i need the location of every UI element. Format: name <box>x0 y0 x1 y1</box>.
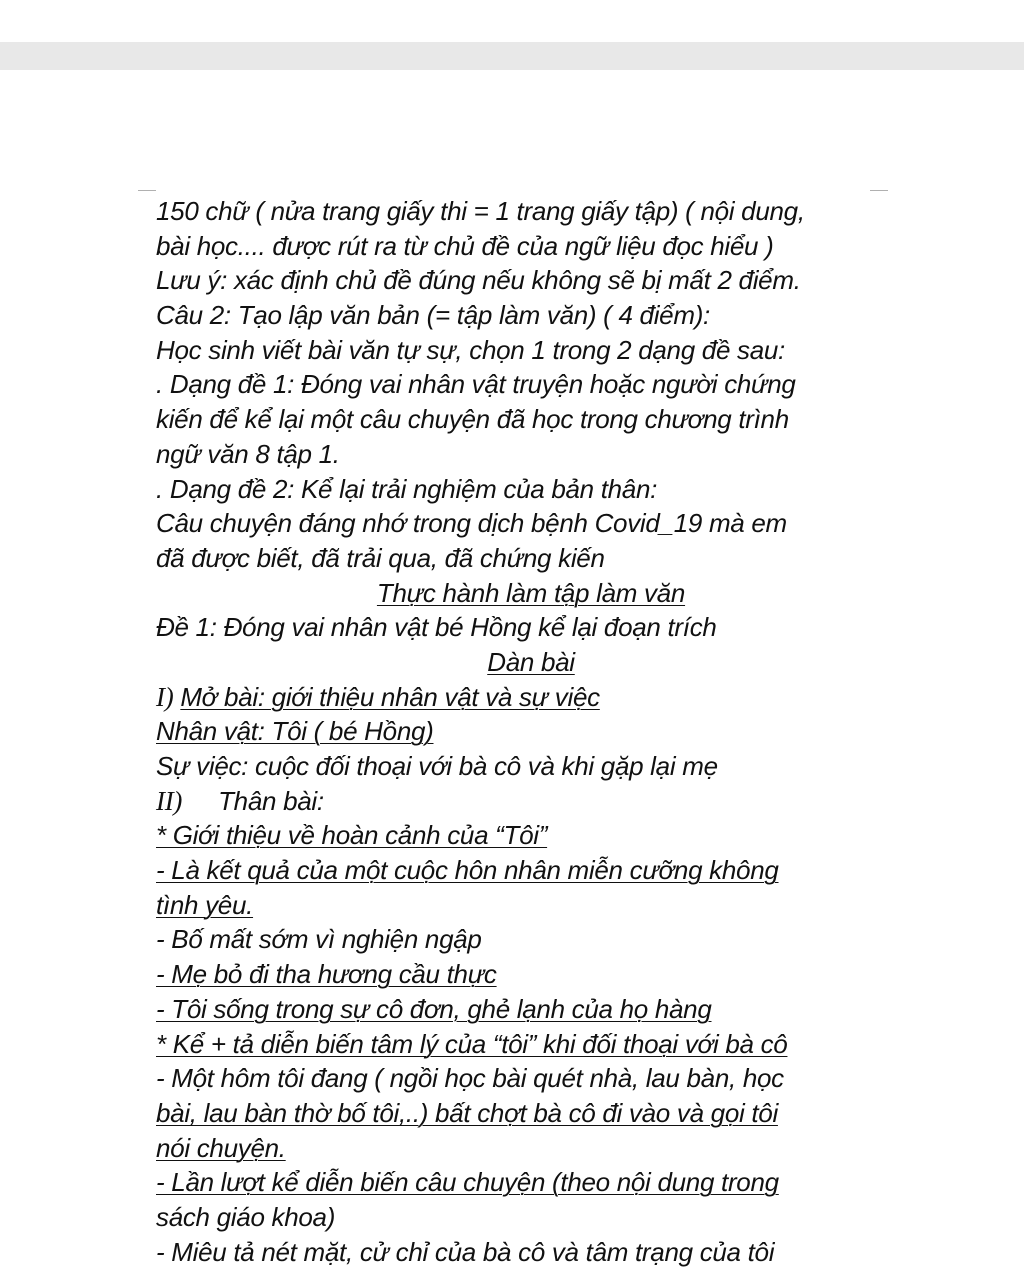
viewer-top-bar <box>0 42 1024 70</box>
outline-item-body <box>156 784 906 819</box>
text-line: Lưu ý: xác định chủ đề đúng nếu không sẽ bị mất 2 điểm. <box>156 265 801 296</box>
roman-numeral: I) <box>156 681 174 712</box>
outline-heading-text: Dàn bài <box>487 646 575 677</box>
text-line: bài, lau bàn thờ bố tôi,..) bất chợt bà cô đi vào và gọi tôi <box>156 1097 778 1128</box>
text-line: Câu 2: Tạo lập văn bản (= tập làm văn) ( 4 điểm): <box>156 300 710 331</box>
text-line: * Giới thiệu về hoàn cảnh của “Tôi” <box>156 820 548 851</box>
outline-item-intro <box>156 680 906 715</box>
page-corner-mark-left <box>138 190 156 191</box>
character-line: Nhân vật: Tôi ( bé Hồng) <box>156 716 434 747</box>
text-line: - Một hôm tôi đang ( ngồi học bài quét nhà, lau bàn, học <box>156 1063 784 1094</box>
text-line: Sự việc: cuộc đối thoại với bà cô và khi gặp lại mẹ <box>156 751 718 781</box>
text-line: nói chuyện. <box>156 1132 286 1163</box>
text-line: - Tôi sống trong sự cô đơn, ghẻ lạnh của họ hàng <box>156 993 712 1024</box>
text-line: bài học.... được rút ra từ chủ đề của ngữ liệu đọc hiểu ) <box>156 230 774 261</box>
text-line: ngữ văn 8 tập 1. <box>156 438 340 469</box>
body-label: Thân bài: <box>218 785 324 816</box>
text-line: tình yêu. <box>156 889 254 920</box>
document-page <box>156 194 906 1269</box>
text-line: đã được biết, đã trải qua, đã chứng kiến <box>156 542 605 573</box>
text-line: sách giáo khoa) <box>156 1201 336 1232</box>
text-line: Học sinh viết bài văn tự sự, chọn 1 trong 2 dạng đề sau: <box>156 334 785 365</box>
page-corner-mark-right <box>870 190 888 191</box>
text-line: - Là kết quả của một cuộc hôn nhân miễn cưỡng không <box>156 855 779 886</box>
text-line: kiến để kể lại một câu chuyện đã học trong chương trình <box>156 404 789 435</box>
text-line: 150 chữ ( nửa trang giấy thi = 1 trang giấy tập) ( nội dung, <box>156 196 805 226</box>
text-line: - Miêu tả nét mặt, cử chỉ của bà cô và tâm trạng của tôi <box>156 1236 775 1267</box>
text-line: * Kể + tả diễn biến tâm lý của “tôi” khi đối thoại với bà cô <box>156 1028 788 1059</box>
text-line: - Lần lượt kể diễn biến câu chuyện (theo nội dung trong <box>156 1167 779 1198</box>
outline-heading <box>156 645 906 680</box>
section-heading-text: Thực hành làm tập làm văn <box>376 577 686 608</box>
section-heading <box>156 576 906 611</box>
text-line: . Dạng đề 1: Đóng vai nhân vật truyện hoặc người chứng <box>156 369 796 400</box>
text-line: Câu chuyện đáng nhớ trong dịch bệnh Covid_19 mà em <box>156 508 787 539</box>
intro-label: Mở bài: giới thiệu nhân vật và sự việc <box>180 681 600 712</box>
text-line: - Mẹ bỏ đi tha hương cầu thực <box>156 959 497 990</box>
roman-numeral: II) <box>156 785 183 816</box>
text-line: Đề 1: Đóng vai nhân vật bé Hồng kể lại đoạn trích <box>156 612 717 643</box>
text-line: - Bố mất sớm vì nghiện ngập <box>156 924 482 955</box>
text-line: . Dạng đề 2: Kể lại trải nghiệm của bản thân: <box>156 473 658 504</box>
